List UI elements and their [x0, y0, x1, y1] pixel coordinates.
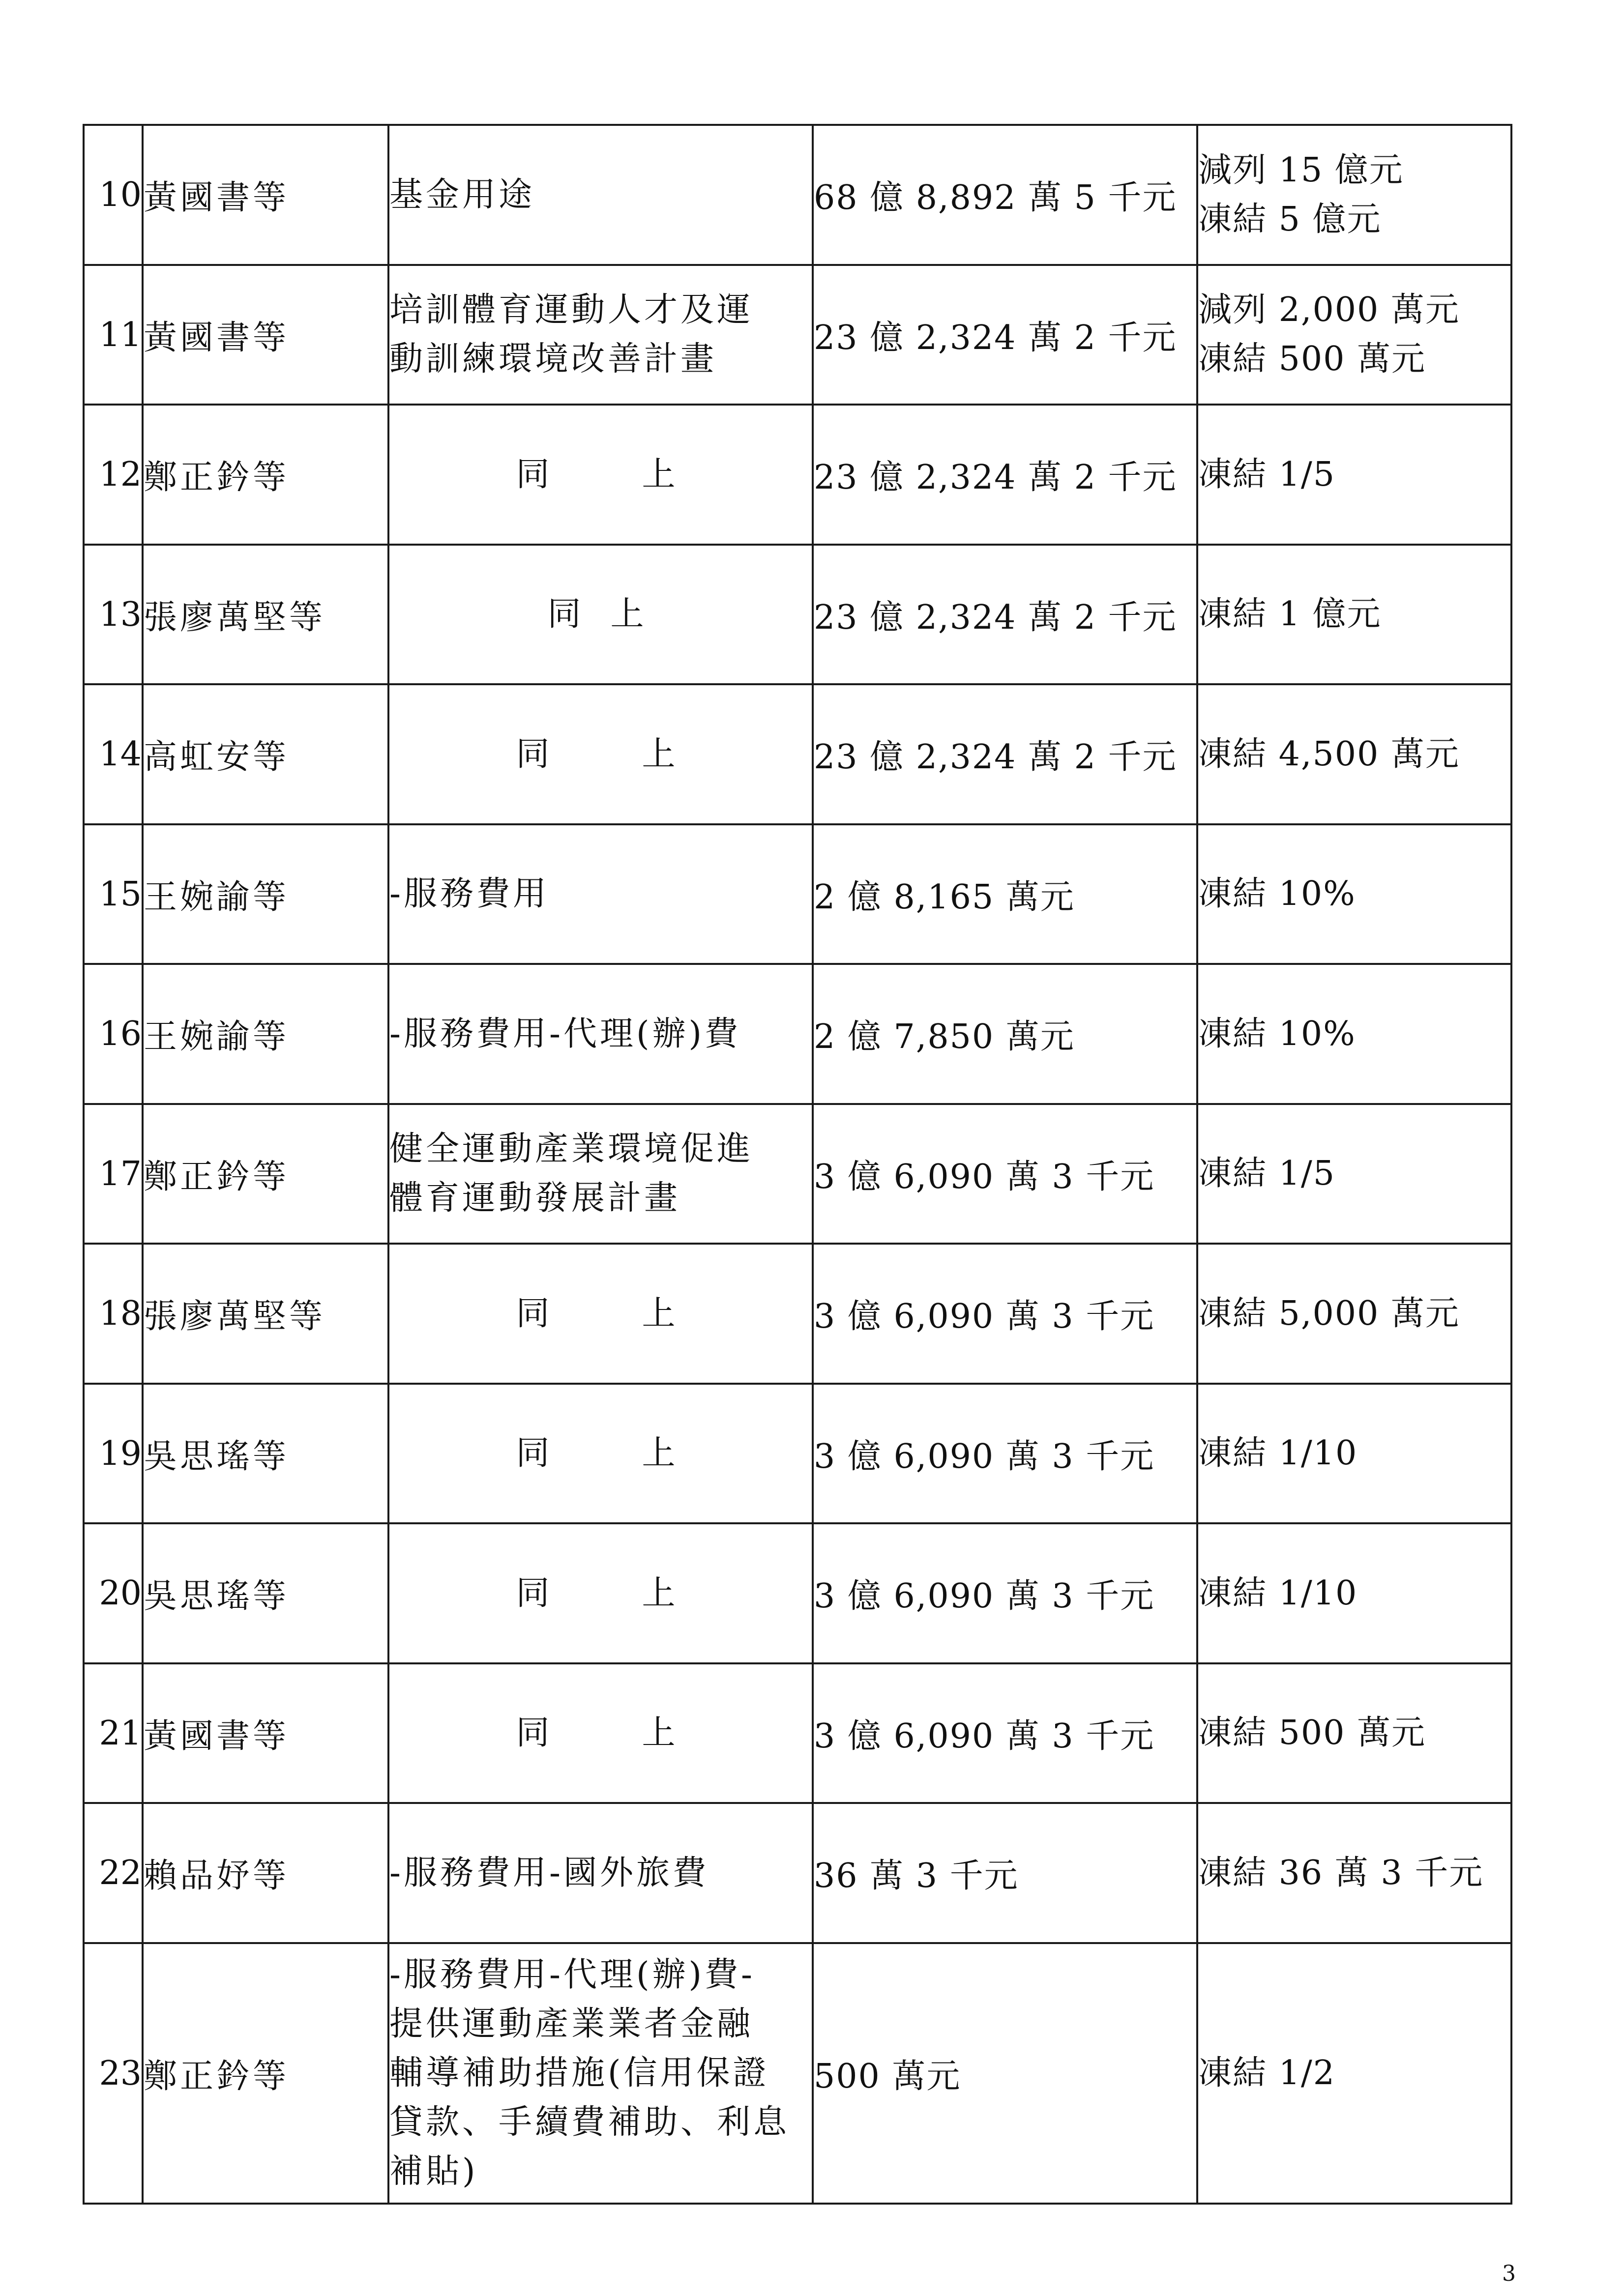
resolution-line: 凍結 1/10 — [1198, 1573, 1358, 1613]
resolution-line: 減列 2,000 萬元 — [1198, 291, 1460, 329]
budget-item-line: 補貼) — [389, 2152, 478, 2191]
budget-item-line: 同 上 — [516, 1294, 705, 1333]
resolution-line: 凍結 5,000 萬元 — [1198, 1294, 1460, 1333]
budget-item-line: 同 上 — [516, 734, 705, 774]
budget-amount: 3 億 6,090 萬 3 千元 — [813, 1523, 1197, 1663]
resolution — [1197, 1663, 1511, 1803]
table-row — [84, 964, 1511, 1104]
budget-amount: 23 億 2,324 萬 2 千元 — [813, 684, 1197, 824]
budget-amount: 23 億 2,324 萬 2 千元 — [813, 545, 1197, 684]
budget-item-line: 同 上 — [516, 1714, 705, 1752]
budget-amount: 36 萬 3 千元 — [813, 1803, 1197, 1943]
proposer: 張廖萬堅等 — [143, 1244, 388, 1384]
proposer: 王婉諭等 — [143, 824, 388, 964]
budget-item — [388, 265, 813, 405]
resolution — [1197, 405, 1511, 545]
resolution — [1197, 1523, 1511, 1663]
resolution-line: 凍結 1 億元 — [1198, 595, 1382, 634]
row-number: 10 — [84, 125, 143, 265]
budget-amount: 3 億 6,090 萬 3 千元 — [813, 1244, 1197, 1384]
budget-amount: 3 億 6,090 萬 3 千元 — [813, 1384, 1197, 1523]
budget-item-line: 體育運動發展計畫 — [389, 1179, 681, 1218]
row-number: 12 — [84, 405, 143, 545]
budget-item-line: 提供運動產業業者金融 — [389, 2005, 754, 2043]
budget-item — [388, 684, 813, 824]
budget-amount: 500 萬元 — [813, 1943, 1197, 2204]
budget-item — [388, 1523, 813, 1663]
budget-amount: 3 億 6,090 萬 3 千元 — [813, 1663, 1197, 1803]
budget-item — [388, 1663, 813, 1803]
budget-item-line: 同上 — [547, 595, 674, 634]
resolution-line: 凍結 36 萬 3 千元 — [1198, 1853, 1484, 1892]
proposer: 黃國書等 — [143, 1663, 388, 1803]
row-number: 19 — [84, 1384, 143, 1523]
row-number: 17 — [84, 1104, 143, 1244]
proposer: 吳思瑤等 — [143, 1384, 388, 1523]
budget-item — [388, 1104, 813, 1244]
budget-amount: 2 億 7,850 萬元 — [813, 964, 1197, 1104]
resolution — [1197, 1384, 1511, 1523]
resolution — [1197, 1803, 1511, 1943]
table-row — [84, 1663, 1511, 1803]
budget-item — [388, 1384, 813, 1523]
budget-item-line: 同 上 — [516, 1434, 705, 1473]
budget-item — [388, 964, 813, 1104]
budget-item-line: -服務費用-國外旅費 — [389, 1853, 709, 1892]
budget-item-line: 培訓體育運動人才及運 — [389, 291, 754, 329]
proposer: 高虹安等 — [143, 684, 388, 824]
budget-item — [388, 545, 813, 684]
proposer: 王婉諭等 — [143, 964, 388, 1104]
budget-item — [388, 1244, 813, 1384]
table-row — [84, 1384, 1511, 1523]
proposer: 黃國書等 — [143, 265, 388, 405]
budget-item-line: 輔導補助措施(信用保證 — [389, 2054, 769, 2093]
proposer: 鄭正鈐等 — [143, 1943, 388, 2204]
budget-item — [388, 405, 813, 545]
resolution-line: 凍結 5 億元 — [1198, 200, 1382, 239]
proposer: 黃國書等 — [143, 125, 388, 265]
budget-item-line: -服務費用-代理(辦)費- — [389, 1955, 755, 1994]
budget-item — [388, 824, 813, 964]
budget-amount: 68 億 8,892 萬 5 千元 — [813, 125, 1197, 265]
resolution-line: 凍結 500 萬元 — [1198, 1714, 1426, 1752]
row-number: 22 — [84, 1803, 143, 1943]
budget-item-line: -服務費用 — [389, 874, 549, 913]
proposer: 張廖萬堅等 — [143, 545, 388, 684]
table-row — [84, 125, 1511, 265]
budget-item-line: 同 上 — [516, 1573, 705, 1613]
budget-item — [388, 125, 813, 265]
resolution-line: 凍結 1/5 — [1198, 455, 1336, 494]
resolution-line: 凍結 1/2 — [1198, 2054, 1336, 2093]
table-row — [84, 1244, 1511, 1384]
resolution-line: 凍結 1/5 — [1198, 1154, 1336, 1193]
table-row — [84, 265, 1511, 405]
proposer: 鄭正鈐等 — [143, 1104, 388, 1244]
row-number: 18 — [84, 1244, 143, 1384]
table-row — [84, 545, 1511, 684]
resolution — [1197, 1104, 1511, 1244]
row-number: 11 — [84, 265, 143, 405]
row-number: 21 — [84, 1663, 143, 1803]
page-number: 3 — [1502, 2261, 1516, 2286]
resolution — [1197, 265, 1511, 405]
table-row — [84, 1943, 1511, 2204]
resolution — [1197, 964, 1511, 1104]
row-number: 15 — [84, 824, 143, 964]
proposer: 鄭正鈐等 — [143, 405, 388, 545]
resolution-line: 凍結 10% — [1198, 1014, 1356, 1053]
row-number: 20 — [84, 1523, 143, 1663]
resolution-line: 凍結 10% — [1198, 874, 1356, 913]
budget-amount: 23 億 2,324 萬 2 千元 — [813, 265, 1197, 405]
budget-item-line: 動訓練環境改善計畫 — [389, 340, 717, 378]
budget-item — [388, 1943, 813, 2204]
table-row — [84, 684, 1511, 824]
budget-amount: 23 億 2,324 萬 2 千元 — [813, 405, 1197, 545]
budget-item-line: 基金用途 — [389, 175, 535, 214]
table-body — [84, 125, 1511, 2204]
resolution-line: 凍結 1/10 — [1198, 1434, 1358, 1473]
table-row — [84, 1803, 1511, 1943]
table-row — [84, 1523, 1511, 1663]
resolution — [1197, 824, 1511, 964]
resolution — [1197, 545, 1511, 684]
proposer: 吳思瑤等 — [143, 1523, 388, 1663]
proposer: 賴品妤等 — [143, 1803, 388, 1943]
table-row — [84, 405, 1511, 545]
budget-item-line: 貸款、手續費補助、利息 — [389, 2103, 790, 2142]
budget-resolution-table — [83, 124, 1512, 2205]
budget-item-line: -服務費用-代理(辦)費 — [389, 1014, 741, 1053]
budget-item — [388, 1803, 813, 1943]
row-number: 23 — [84, 1943, 143, 2204]
budget-amount: 2 億 8,165 萬元 — [813, 824, 1197, 964]
resolution — [1197, 1943, 1511, 2204]
resolution — [1197, 684, 1511, 824]
budget-item-line: 同 上 — [516, 455, 705, 494]
resolution-line: 凍結 4,500 萬元 — [1198, 734, 1460, 774]
row-number: 16 — [84, 964, 143, 1104]
table-row — [84, 824, 1511, 964]
row-number: 13 — [84, 545, 143, 684]
resolution-line: 減列 15 億元 — [1198, 150, 1404, 190]
budget-item-line: 健全運動產業環境促進 — [389, 1130, 754, 1168]
row-number: 14 — [84, 684, 143, 824]
budget-amount: 3 億 6,090 萬 3 千元 — [813, 1104, 1197, 1244]
resolution — [1197, 1244, 1511, 1384]
resolution — [1197, 125, 1511, 265]
table-row — [84, 1104, 1511, 1244]
resolution-line: 凍結 500 萬元 — [1198, 340, 1426, 378]
